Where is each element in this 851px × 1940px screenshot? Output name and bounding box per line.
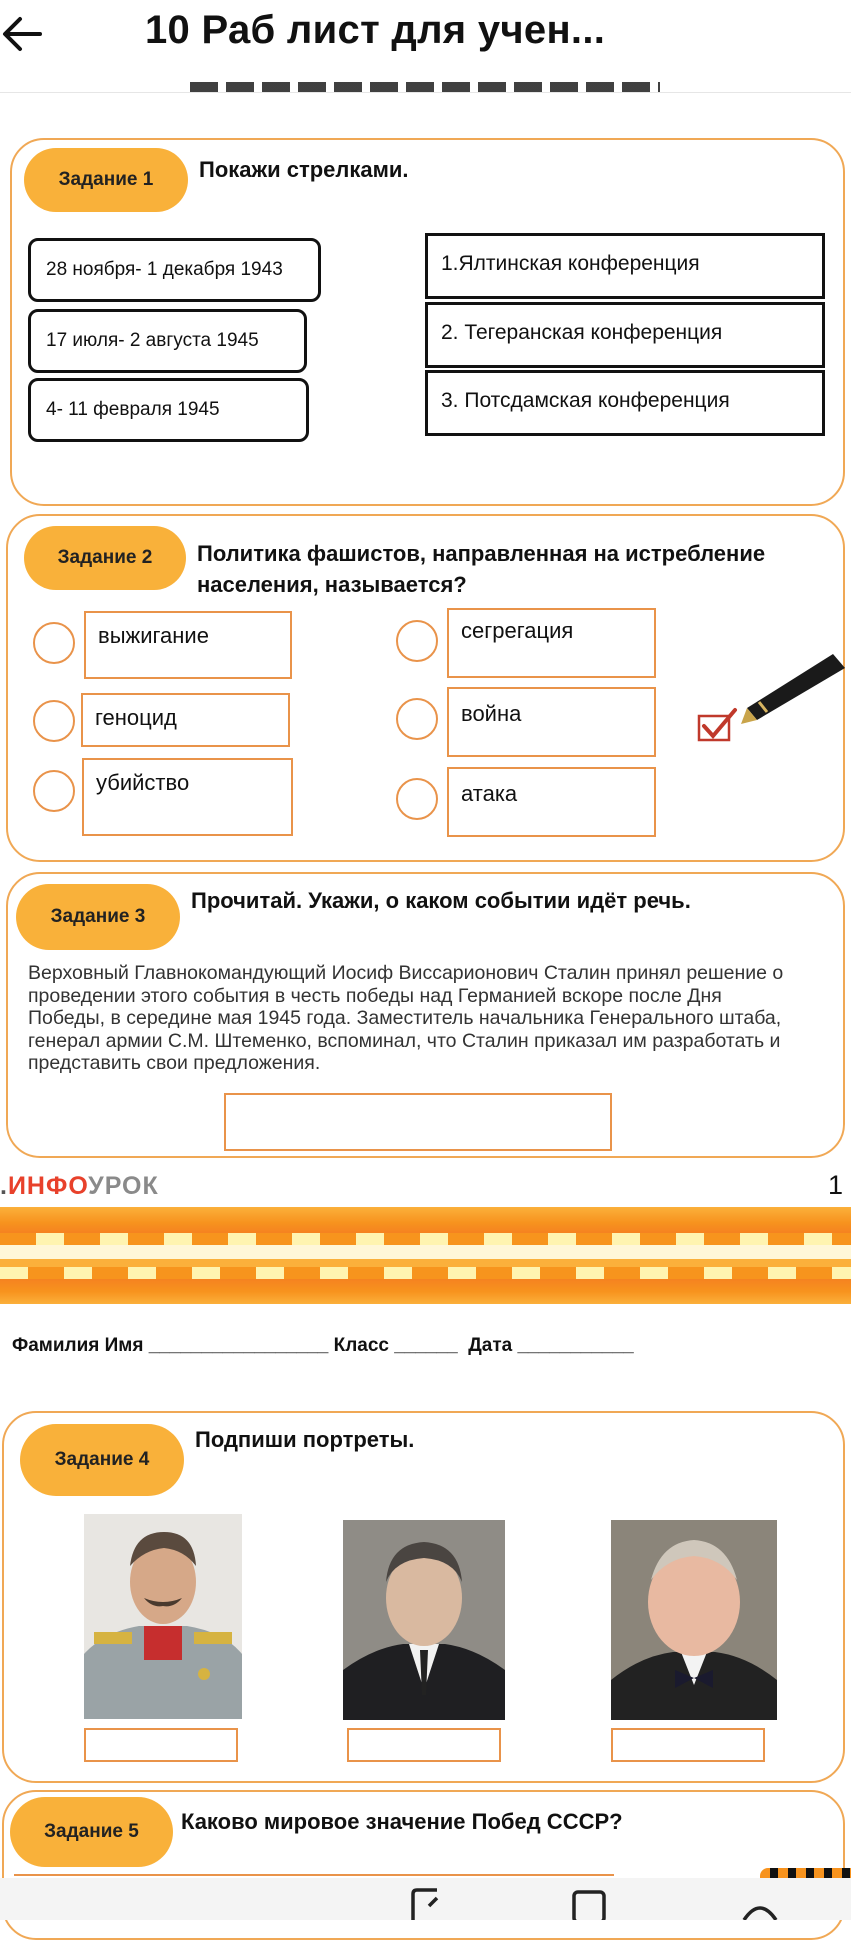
clipped-document-heading [190, 82, 660, 92]
date-box-3: 4- 11 февраля 1945 [28, 378, 309, 442]
pen-checkmark-icon [695, 650, 845, 750]
task4-heading: Подпиши портреты. [195, 1427, 415, 1452]
option-radio-6[interactable] [396, 778, 438, 820]
option-radio-2[interactable] [33, 700, 75, 742]
portrait-1 [84, 1514, 242, 1719]
edit-icon[interactable] [570, 1884, 610, 1920]
task3-answer-box[interactable] [224, 1093, 612, 1151]
crop-icon[interactable] [405, 1884, 445, 1920]
task3-text-line: генерал армии С.М. Штеменко, вспоминал, что Сталин приказал им разработать и [28, 1029, 781, 1052]
task3-heading: Прочитай. Укажи, о каком событии идёт речь. [191, 888, 691, 913]
option-vyzhiganie[interactable]: выжигание [84, 611, 292, 679]
task2-heading [197, 538, 765, 600]
task5-heading: Каково мировое значение Побед СССР? [181, 1809, 623, 1834]
option-ataka[interactable]: атака [447, 767, 656, 837]
task2-heading-line1: Политика фашистов, направленная на истребление [197, 541, 766, 566]
portrait-1-answer-box[interactable] [84, 1728, 238, 1762]
option-radio-3[interactable] [33, 770, 75, 812]
task3-text-line: Верховный Главнокомандующий Иосиф Виссарионович Сталин принял решение о [28, 962, 784, 984]
portrait-3 [611, 1520, 777, 1720]
share-icon[interactable] [740, 1892, 780, 1920]
decorative-stripe [0, 1267, 851, 1279]
decorative-stripe [0, 1279, 851, 1304]
task3-label: Задание 3 [16, 884, 180, 950]
decorative-stripe [0, 1245, 851, 1259]
decorative-stripe [0, 1233, 851, 1245]
arrow-left-icon[interactable] [0, 10, 48, 58]
option-ubiystvo[interactable]: убийство [82, 758, 293, 836]
option-radio-4[interactable] [396, 620, 438, 662]
task4-label: Задание 4 [20, 1424, 184, 1496]
portrait-2 [343, 1520, 505, 1720]
brand-part2: УРОК [88, 1172, 159, 1200]
student-info-line: Фамилия Имя _________________ Класс ______ Дата ___________ [12, 1335, 634, 1356]
task3-text-line: Победы, в середине мая 1945 года. Заместитель начальника Генерального штаба, [28, 1007, 782, 1029]
task3-text-line: проведении этого события в честь победы над Германией вскоре после Дня [28, 984, 722, 1007]
task1-heading: Покажи стрелками. [199, 157, 409, 182]
decorative-stripe [0, 1259, 851, 1267]
task2-heading-line2: населения, называется? [197, 572, 467, 597]
task5-label: Задание 5 [10, 1797, 173, 1867]
option-radio-1[interactable] [33, 622, 75, 664]
portrait-2-answer-box[interactable] [347, 1728, 501, 1762]
date-box-2: 17 июля- 2 августа 1945 [28, 309, 307, 373]
conference-box-2: 2. Тегеранская конференция [425, 302, 825, 368]
task3-text [28, 962, 828, 1075]
bottom-navigation-bar [0, 1878, 851, 1920]
option-genocid[interactable]: геноцид [81, 693, 290, 747]
conference-box-1: 1.Ялтинская конференция [425, 233, 825, 299]
date-box-1: 28 ноября- 1 декабря 1943 [28, 238, 321, 302]
conference-box-3: 3. Потсдамская конференция [425, 370, 825, 436]
document-title: 10 Раб лист для учен... [145, 8, 606, 52]
portrait-3-answer-box[interactable] [611, 1728, 765, 1762]
page-number: 1 [828, 1170, 844, 1200]
task3-text-line: представить свои предложения. [28, 1052, 321, 1074]
decorative-stripe [0, 1207, 851, 1233]
option-voyna[interactable]: война [447, 687, 656, 757]
infourok-logo: .ИНФОУРОК [0, 1172, 159, 1200]
option-radio-5[interactable] [396, 698, 438, 740]
option-segregaciya[interactable]: сегрегация [447, 608, 656, 678]
task2-label: Задание 2 [24, 526, 186, 590]
brand-part1: ИНФО [7, 1172, 89, 1200]
task1-label: Задание 1 [24, 148, 188, 212]
